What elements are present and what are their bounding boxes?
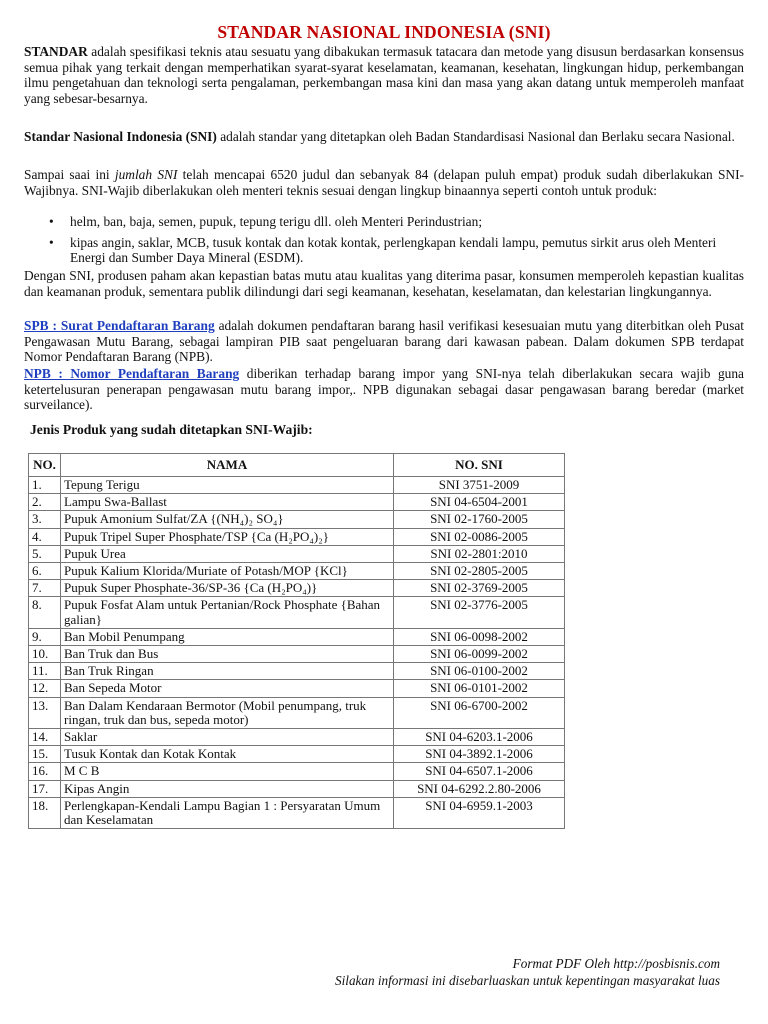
standar-term: STANDAR bbox=[24, 44, 88, 59]
table-row bbox=[29, 545, 565, 562]
table-title: Jenis Produk yang sudah ditetapkan SNI-Wajib: bbox=[30, 422, 313, 437]
cell-nama: Perlengkapan-Kendali Lampu Bagian 1 : Persyaratan Umum dan Keselamatan bbox=[61, 797, 394, 828]
table-row bbox=[29, 646, 565, 663]
cell-nama: Ban Sepeda Motor bbox=[61, 680, 394, 697]
cell-sni: SNI 06-0099-2002 bbox=[394, 646, 565, 663]
cell-nama: Pupuk Tripel Super Phosphate/TSP {Ca (H₂PO₄)₂} bbox=[61, 528, 394, 545]
sni-text: adalah standar yang ditetapkan oleh Badan Standardisasi Nasional dan Berlaku secara Nasional. bbox=[216, 129, 735, 144]
cell-sni: SNI 02-3769-2005 bbox=[394, 580, 565, 597]
cell-no: 17. bbox=[29, 780, 61, 797]
npb-paragraph bbox=[24, 366, 744, 413]
cell-sni: SNI 06-0098-2002 bbox=[394, 628, 565, 645]
cell-nama: Pupuk Super Phosphate-36/SP-36 {Ca (H₂PO₄)} bbox=[61, 580, 394, 597]
table-row bbox=[29, 697, 565, 728]
cell-sni: SNI 02-0086-2005 bbox=[394, 528, 565, 545]
cell-no: 12. bbox=[29, 680, 61, 697]
cell-no: 16. bbox=[29, 763, 61, 780]
table-row bbox=[29, 563, 565, 580]
cell-sni: SNI 06-0100-2002 bbox=[394, 663, 565, 680]
header-no: NO. bbox=[29, 454, 61, 477]
cell-no: 11. bbox=[29, 663, 61, 680]
cell-nama: Pupuk Fosfat Alam untuk Pertanian/Rock Phosphate {Bahan galian} bbox=[61, 597, 394, 628]
cell-nama: Pupuk Kalium Klorida/Muriate of Potash/MOP {KCl} bbox=[61, 563, 394, 580]
cell-nama: Pupuk Amonium Sulfat/ZA {(NH₄)₂ SO₄} bbox=[61, 511, 394, 528]
cell-no: 3. bbox=[29, 511, 61, 528]
cell-nama: Ban Truk Ringan bbox=[61, 663, 394, 680]
cell-sni: SNI 04-3892.1-2006 bbox=[394, 746, 565, 763]
cell-no: 4. bbox=[29, 528, 61, 545]
spb-paragraph bbox=[24, 318, 744, 365]
cell-nama: Tepung Terigu bbox=[61, 477, 394, 494]
cell-no: 10. bbox=[29, 646, 61, 663]
footer-note: Silakan informasi ini disebarluaskan untuk kepentingan masyarakat luas bbox=[335, 973, 720, 988]
table-row bbox=[29, 797, 565, 828]
npb-text: diberikan terhadap barang impor yang SNI-nya telah diberlakukan secara wajib guna ketertelusuran penerapan pengawasan mutu barang impor,. NPB digunakan sebagai dasar pengawasan barang beredar (market surveilance). bbox=[24, 366, 744, 413]
table-row bbox=[29, 663, 565, 680]
count-pre: Sampai saai ini bbox=[24, 167, 115, 182]
sni-definition bbox=[24, 129, 744, 145]
cell-sni: SNI 04-6203.1-2006 bbox=[394, 729, 565, 746]
bullet-icon: • bbox=[49, 234, 54, 250]
cell-nama: Ban Mobil Penumpang bbox=[61, 628, 394, 645]
cell-nama: Lampu Swa-Ballast bbox=[61, 494, 394, 511]
spb-link[interactable]: SPB : Surat Pendaftaran Barang bbox=[24, 318, 215, 333]
standar-text: adalah spesifikasi teknis atau sesuatu yang dibakukan termasuk tatacara dan metode yang disusun berdasarkan konsensus semua pihak yang terkait dengan memperhatikan syarat-syarat keselamatan, keamanan, kesehatan, lingkungan hidup, perkembangan ilmu pengetahuan dan teknologi serta pengalaman, perkembangan masa kini dan masa yang akan datang untuk memperoleh manfaat yang sebesar-besarnya. bbox=[24, 44, 744, 106]
cell-no: 18. bbox=[29, 797, 61, 828]
page-title: STANDAR NASIONAL INDONESIA (SNI) bbox=[217, 22, 551, 42]
cell-sni: SNI 04-6507.1-2006 bbox=[394, 763, 565, 780]
cell-sni: SNI 06-6700-2002 bbox=[394, 697, 565, 728]
spb-text: adalah dokumen pendaftaran barang hasil verifikasi kesesuaian mutu yang diterbitkan oleh Pusat Pengawasan Mutu Barang, sebagai lampiran PIB saat pengeluaran barang dari kawasan pabean. Dalam dokumen SPB terdapat Nomor Pendaftaran Barang (NPB). bbox=[24, 318, 744, 365]
cell-sni: SNI 02-1760-2005 bbox=[394, 511, 565, 528]
sni-term: Standar Nasional Indonesia (SNI) bbox=[24, 129, 217, 144]
table-row bbox=[29, 763, 565, 780]
bullet-text: helm, ban, baja, semen, pupuk, tepung terigu dll. oleh Menteri Perindustrian; bbox=[70, 214, 483, 229]
table-row bbox=[29, 494, 565, 511]
count-emphasis: jumlah SNI bbox=[114, 167, 178, 182]
table-header-row bbox=[29, 454, 565, 477]
cell-no: 7. bbox=[29, 580, 61, 597]
cell-nama: Ban Truk dan Bus bbox=[61, 646, 394, 663]
table-row bbox=[29, 746, 565, 763]
header-nama: NAMA bbox=[61, 454, 394, 477]
table-body bbox=[29, 477, 565, 829]
table-row bbox=[29, 628, 565, 645]
cell-nama: Tusuk Kontak dan Kotak Kontak bbox=[61, 746, 394, 763]
cell-sni: SNI 02-2805-2005 bbox=[394, 563, 565, 580]
cell-sni: SNI 02-3776-2005 bbox=[394, 597, 565, 628]
sni-count-paragraph bbox=[24, 167, 744, 198]
cell-no: 8. bbox=[29, 597, 61, 628]
cell-nama: Saklar bbox=[61, 729, 394, 746]
standar-definition bbox=[24, 44, 744, 106]
product-bullet-list bbox=[24, 214, 744, 271]
table-row bbox=[29, 680, 565, 697]
footer-source: Format PDF Oleh http://posbisnis.com bbox=[512, 956, 720, 971]
cell-sni: SNI 02-2801:2010 bbox=[394, 545, 565, 562]
cell-no: 9. bbox=[29, 628, 61, 645]
cell-sni: SNI 06-0101-2002 bbox=[394, 680, 565, 697]
table-row bbox=[29, 511, 565, 528]
cell-nama: M C B bbox=[61, 763, 394, 780]
table-row bbox=[29, 780, 565, 797]
list-item bbox=[24, 235, 744, 266]
cell-sni: SNI 3751-2009 bbox=[394, 477, 565, 494]
cell-no: 14. bbox=[29, 729, 61, 746]
table-row bbox=[29, 597, 565, 628]
cell-no: 15. bbox=[29, 746, 61, 763]
bullet-icon: • bbox=[49, 214, 54, 229]
table-row bbox=[29, 580, 565, 597]
benefit-paragraph: Dengan SNI, produsen paham akan kepastian batas mutu atau kualitas yang diterima pasar, konsumen memperoleh kepastian kualitas dan keamanan produk, sementara publik dilindungi dari segi keamanan, kesehatan, keselamatan, dan kelestarian lingkungannya. bbox=[24, 268, 744, 299]
cell-no: 1. bbox=[29, 477, 61, 494]
cell-sni: SNI 04-6292.2.80-2006 bbox=[394, 780, 565, 797]
cell-no: 5. bbox=[29, 545, 61, 562]
list-item bbox=[24, 214, 744, 230]
cell-nama: Pupuk Urea bbox=[61, 545, 394, 562]
cell-sni: SNI 04-6504-2001 bbox=[394, 494, 565, 511]
cell-nama: Ban Dalam Kendaraan Bermotor (Mobil penumpang, truk ringan, truk dan bus, sepeda motor) bbox=[61, 697, 394, 728]
cell-no: 13. bbox=[29, 697, 61, 728]
cell-no: 2. bbox=[29, 494, 61, 511]
count-post: telah mencapai 6520 judul dan sebanyak 84 (delapan puluh empat) produk sudah diberlakukan SNI-Wajibnya. SNI-Wajib diberlakukan oleh menteri teknis sesuai dengan lingkup binaannya seperti contoh untuk produk: bbox=[24, 167, 744, 198]
npb-link[interactable]: NPB : Nomor Pendaftaran Barang bbox=[24, 366, 240, 381]
bullet-text: kipas angin, saklar, MCB, tusuk kontak dan kotak kontak, perlengkapan kendali lampu, pemutus sirkit arus oleh Menteri Energi dan Sumber Daya Mineral (ESDM). bbox=[70, 234, 717, 266]
sni-table bbox=[28, 453, 565, 829]
cell-no: 6. bbox=[29, 563, 61, 580]
header-sni: NO. SNI bbox=[394, 454, 565, 477]
cell-sni: SNI 04-6959.1-2003 bbox=[394, 797, 565, 828]
table-row bbox=[29, 528, 565, 545]
table-row bbox=[29, 477, 565, 494]
cell-nama: Kipas Angin bbox=[61, 780, 394, 797]
table-row bbox=[29, 729, 565, 746]
